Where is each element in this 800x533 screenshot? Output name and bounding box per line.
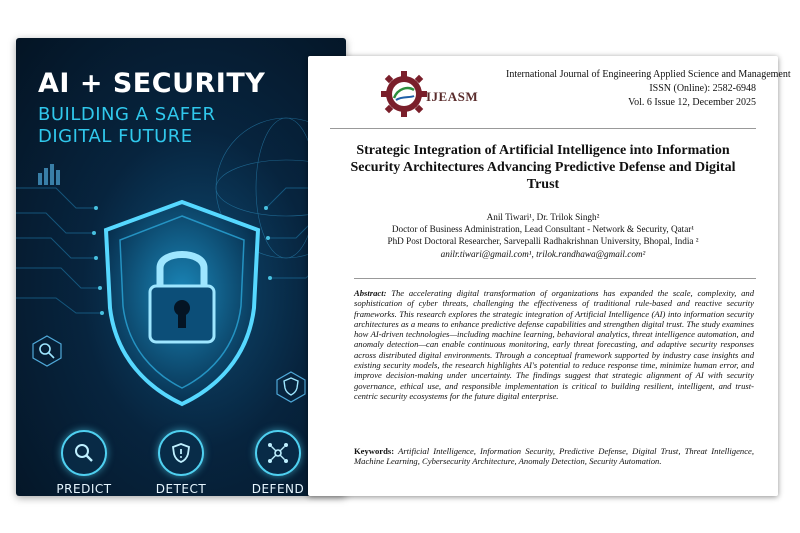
- promo-banner: [16, 38, 346, 496]
- paper-title: Strategic Integration of Artificial Intelligence into Information Security Architectures Advancing Predictive Defense and Digital Trust: [350, 143, 736, 192]
- abstract: [354, 288, 754, 401]
- journal-info: [506, 68, 791, 110]
- abstract-text: The accelerating digital transformation of organizations has expanded the scale, complexity, and sophistication of cyber threats, challenging the effectiveness of traditional rule-based and reactive security frameworks. This research explores the strategic integration of Artificial Intelligence (AI) into information security architectures as a means to enhance predictive defense capabilities and strengthen digital trust. The study examines how AI-driven technologies—including machine learning, behavioral analytics, threat intelligence automation, and anomaly detection—can enable continuous monitoring, early threat forecasting, and adaptive security responses across distributed digital environments. Through a conceptual framework supported by industry case insights and existing security models, the research highlights AI's potential to reduce response time, minimize human error, and improve decision-making under uncertainty. The findings suggest that strategic alignment of AI with security governance, ethical use, and responsible implementation is critical to building resilient, intelligent, and trust-centric security ecosystems for the future digital enterprise.: [354, 288, 754, 401]
- keywords: [354, 446, 754, 467]
- abstract-label: Abstract:: [354, 288, 387, 298]
- author-affiliation-1: Doctor of Business Administration, Lead Consultant - Network & Security, Qatar¹: [391, 224, 695, 235]
- pillar-label: DEFEND: [251, 482, 305, 496]
- journal-volume: Vol. 6 Issue 12, December 2025: [628, 97, 756, 108]
- author-emails: anilr.tiwari@gmail.com¹, trilok.randhawa@gmail.com²: [440, 248, 646, 259]
- shield-search-icon: [274, 370, 308, 404]
- journal-logo-icon: [380, 70, 428, 118]
- keywords-label: Keywords:: [354, 446, 395, 456]
- promo-headline: AI + SECURITY: [38, 68, 266, 99]
- magnifier-icon: [61, 430, 107, 476]
- pillar-predict: [44, 430, 124, 496]
- journal-issn: ISSN (Online): 2582-6948: [649, 83, 756, 94]
- pillar-label: PREDICT: [56, 482, 112, 496]
- author-names: Anil Tiwari¹, Dr. Trilok Singh²: [486, 212, 600, 222]
- author-affiliation-2: PhD Post Doctoral Researcher, Sarvepalli Radhakrishnan University, Bhopal, India ²: [387, 236, 699, 247]
- header-divider: [330, 128, 756, 129]
- keywords-text: Artificial Intelligence, Information Security, Predictive Defense, Digital Trust, Threat Intelligence, Machine Learning, Cybersecurity Architecture, Anomaly Detection, Security Automation.: [354, 446, 754, 467]
- person-search-icon: [30, 334, 64, 368]
- shield-lock-icon: [98, 198, 266, 408]
- journal-name: International Journal of Engineering Applied Science and Management: [506, 69, 791, 80]
- abstract-divider: [354, 278, 756, 279]
- author-block: [328, 211, 758, 260]
- pillar-label: DETECT: [155, 482, 207, 496]
- pillar-detect: [141, 430, 221, 496]
- promo-subline: BUILDING A SAFER DIGITAL FUTURE: [38, 104, 216, 147]
- paper-page: [308, 56, 791, 496]
- pillar-row: [16, 430, 346, 496]
- pillar-defend: [238, 430, 318, 496]
- network-nodes-icon: [255, 430, 301, 476]
- journal-logo-text: IJEASM: [426, 89, 479, 104]
- shield-alert-icon: [158, 430, 204, 476]
- paper-header: [308, 56, 791, 126]
